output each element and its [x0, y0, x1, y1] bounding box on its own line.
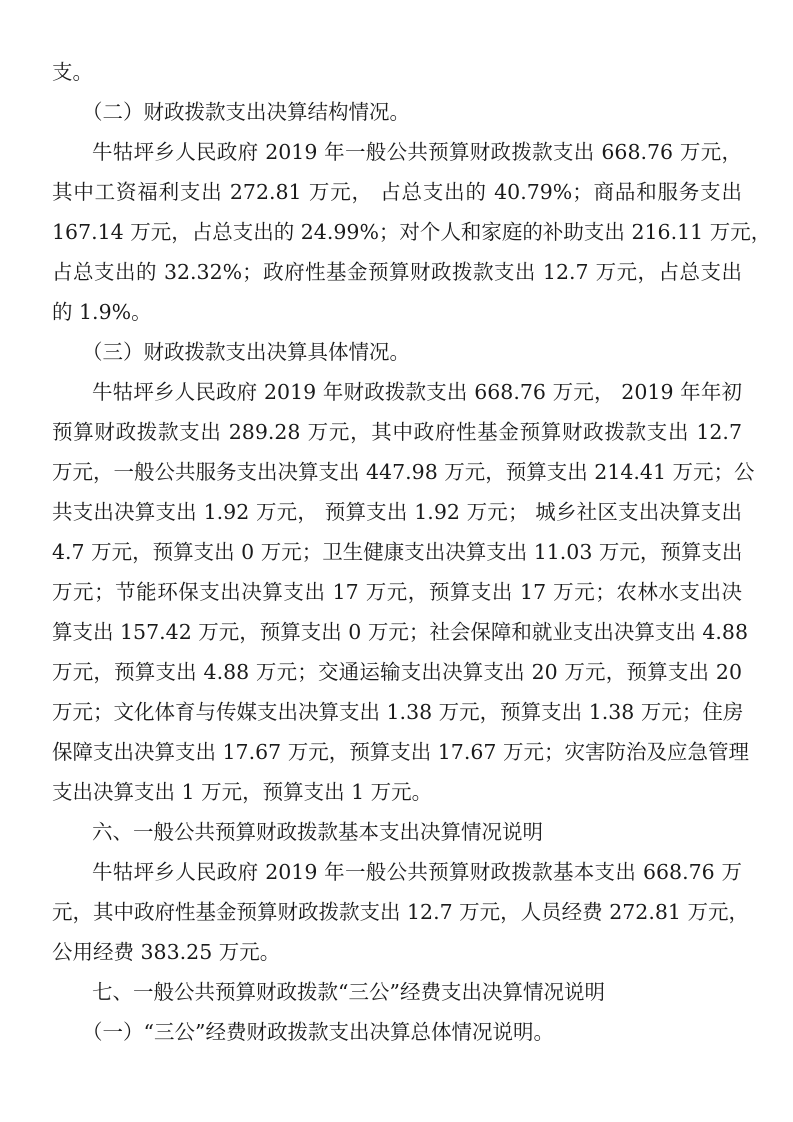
- paragraph-line: 万元；节能环保支出决算支出 17 万元，预算支出 17 万元；农林水支出决: [52, 580, 742, 604]
- paragraph-line: 167.14 万元，占总支出的 24.99%；对个人和家庭的补助支出 216.11 万元，: [52, 220, 772, 244]
- paragraph-line: 万元，一般公共服务支出决算支出 447.98 万元，预算支出 214.41 万元；公: [52, 460, 755, 484]
- section-heading: （一）“三公”经费财政拨款支出决算总体情况说明。: [82, 1020, 554, 1044]
- paragraph-line: 牛牯坪乡人民政府 2019 年一般公共预算财政拨款支出 668.76 万元，: [92, 140, 742, 164]
- paragraph-line: 牛牯坪乡人民政府 2019 年一般公共预算财政拨款基本支出 668.76 万: [92, 860, 742, 884]
- paragraph-line: 其中工资福利支出 272.81 万元， 占总支出的 40.79%；商品和服务支出: [52, 180, 742, 204]
- paragraph-line: 万元，预算支出 4.88 万元；交通运输支出决算支出 20 万元，预算支出 20: [52, 660, 742, 684]
- section-heading: 六、一般公共预算财政拨款基本支出决算情况说明: [92, 820, 543, 844]
- paragraph-line: 算支出 157.42 万元，预算支出 0 万元；社会保障和就业支出决算支出 4.88: [52, 620, 748, 644]
- paragraph-line: 万元；文化体育与传媒支出决算支出 1.38 万元，预算支出 1.38 万元；住房: [52, 700, 744, 724]
- section-heading: （二）财政拨款支出决算结构情况。: [82, 100, 410, 124]
- paragraph-line: 预算财政拨款支出 289.28 万元，其中政府性基金预算财政拨款支出 12.7: [52, 420, 742, 444]
- paragraph-line: 的 1.9%。: [52, 300, 152, 324]
- paragraph-line: 支。: [52, 60, 93, 84]
- paragraph-line: 4.7 万元，预算支出 0 万元；卫生健康支出决算支出 11.03 万元，预算支出: [52, 540, 743, 564]
- section-heading: 七、一般公共预算财政拨款“三公”经费支出决算情况说明: [92, 980, 605, 1004]
- document-page: [52, 52, 772, 1052]
- paragraph-line: 元，其中政府性基金预算财政拨款支出 12.7 万元，人员经费 272.81 万元，: [52, 900, 749, 924]
- paragraph-line: 牛牯坪乡人民政府 2019 年财政拨款支出 668.76 万元， 2019 年年初: [92, 380, 742, 404]
- paragraph-line: 占总支出的 32.32%；政府性基金预算财政拨款支出 12.7 万元，占总支出: [52, 260, 742, 284]
- section-heading: （三）财政拨款支出决算具体情况。: [82, 340, 410, 364]
- paragraph-line: 支出决算支出 1 万元，预算支出 1 万元。: [52, 780, 433, 804]
- paragraph-line: 共支出决算支出 1.92 万元， 预算支出 1.92 万元； 城乡社区支出决算支出: [52, 500, 742, 524]
- paragraph-line: 公用经费 383.25 万元。: [52, 940, 281, 964]
- paragraph-line: 保障支出决算支出 17.67 万元，预算支出 17.67 万元；灾害防治及应急管理: [52, 740, 749, 764]
